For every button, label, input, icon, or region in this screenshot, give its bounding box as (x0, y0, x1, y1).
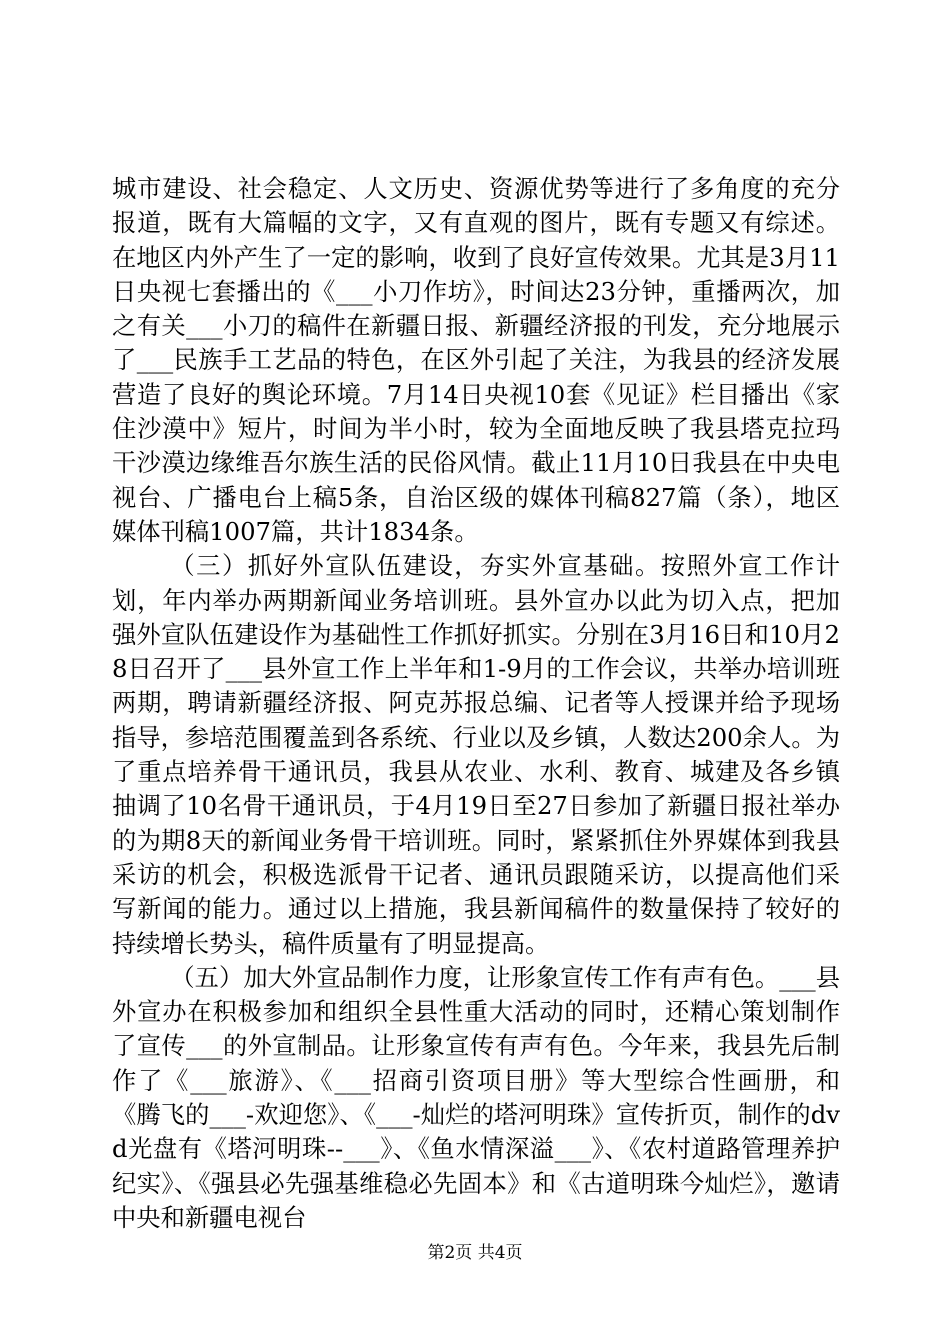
page-number-label: 第2页 共4页 (427, 1243, 523, 1263)
paragraph-promo-materials: （五）加大外宣品制作力度，让形象宣传工作有声有色。___县外宣办在积极参加和组织全县性重大活动的同时，还精心策划制作了宣传___的外宣制品。让形象宣传有声有色。今年来，我县先后制作了《___旅游》、《___招商引资项目册》等大型综合性画册，和《腾飞的___-欢迎您》、《___-灿烂的塔河明珠》宣传折页，制作的dvd光盘有《塔河明珠--___》、《鱼水情深溢___》、《农村道路管理养护纪实》、《强县必先强基维稳必先固本》和《古道明珠今灿烂》，邀请中央和新疆电视台 (112, 962, 840, 1232)
page-footer (0, 1238, 950, 1263)
document-body (112, 172, 840, 1235)
paragraph-media-coverage: 城市建设、社会稳定、人文历史、资源优势等进行了多角度的充分报道，既有大篇幅的文字，又有直观的图片，既有专题又有综述。在地区内外产生了一定的影响，收到了良好宣传效果。尤其是3月11日央视七套播出的《___小刀作坊》，时间达23分钟，重播两次，加之有关___小刀的稿件在新疆日报、新疆经济报的刊发，充分地展示了___民族手工艺品的特色，在区外引起了关注，为我县的经济发展营造了良好的舆论环境。7月14日央视10套《见证》栏目播出《家住沙漠中》短片，时间为半小时，较为全面地反映了我县塔克拉玛干沙漠边缘维吾尔族生活的民俗风情。截止11月10日我县在中央电视台、广播电台上稿5条，自治区级的媒体刊稿827篇（条），地区媒体刊稿1007篇，共计1834条。 (112, 174, 840, 546)
paragraph-team-building: （三）抓好外宣队伍建设，夯实外宣基础。按照外宣工作计划，年内举办两期新闻业务培训班。县外宣办以此为切入点，把加强外宣队伍建设作为基础性工作抓好抓实。分别在3月16日和10月28日召开了___县外宣工作上半年和1-9月的工作会议，共举办培训班两期，聘请新疆经济报、阿克苏报总编、记者等人授课并给予现场指导，参培范围覆盖到各系统、行业以及乡镇，人数达200余人。为了重点培养骨干通讯员，我县从农业、水利、教育、城建及各乡镇抽调了10名骨干通讯员，于4月19日至27日参加了新疆日报社举办的为期8天的新闻业务骨干培训班。同时，紧紧抓住外界媒体到我县采访的机会，积极选派骨干记者、通讯员跟随采访，以提高他们采写新闻的能力。通过以上措施，我县新闻稿件的数量保持了较好的持续增长势头，稿件质量有了明显提高。 (112, 551, 840, 958)
